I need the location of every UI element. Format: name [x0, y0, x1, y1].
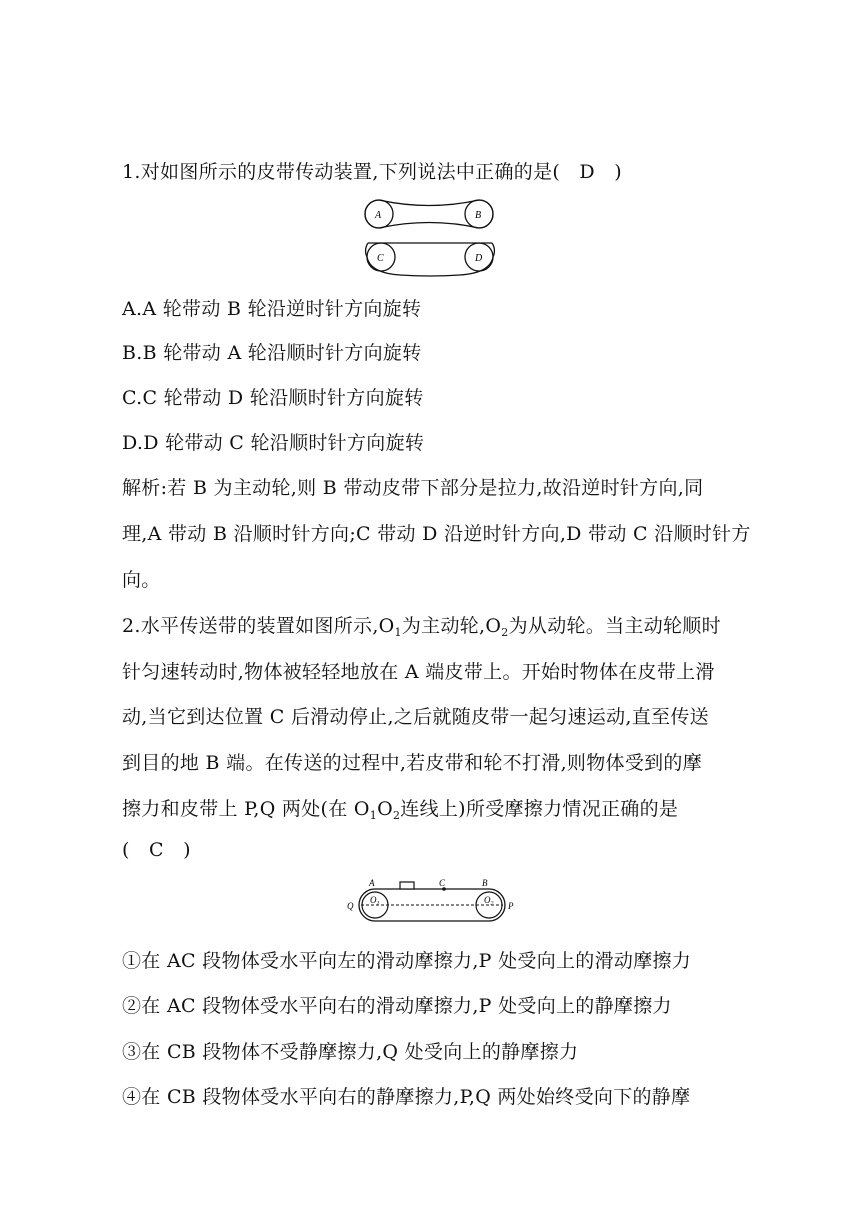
- q1-analysis-line1: 解析:若 B 为主动轮,则 B 带动皮带下部分是拉力,故沿逆时针方向,同: [122, 477, 704, 499]
- q1-option-b: B.B 轮带动 A 轮沿顺时针方向旋转: [122, 342, 422, 364]
- label-q: Q: [347, 901, 354, 911]
- label-b: B: [475, 210, 482, 221]
- belt-diagram-1: [360, 195, 500, 280]
- q2-line2: 针匀速转动时,物体被轻轻地放在 A 端皮带上。开始时物体在皮带上滑: [122, 661, 715, 683]
- label-d: D: [475, 253, 483, 264]
- q1-stem: 1.对如图所示的皮带传动装置,下列说法中正确的是( D ): [122, 161, 622, 183]
- q2-line3: 动,当它到达位置 C 后滑动停止,之后就随皮带一起匀速运动,直至传送: [122, 706, 709, 728]
- q2-line5: 擦力和皮带上 P,Q 两处(在 $O_1O_2$连线上)所受摩擦力情况正确的是: [122, 798, 679, 822]
- label-a: A: [375, 210, 382, 221]
- label-c: C: [377, 253, 384, 264]
- q2-statement-1: ①在 AC 段物体受水平向左的滑动摩擦力,P 处受向上的滑动摩擦力: [122, 950, 692, 972]
- q1-option-c: C.C 轮带动 D 轮沿顺时针方向旋转: [122, 387, 424, 409]
- label-o1: $O_1$: [370, 895, 380, 907]
- label-c: C: [439, 878, 446, 888]
- label-a: A: [369, 878, 375, 888]
- q2-statement-3: ③在 CB 段物体不受静摩擦力,Q 处受向上的静摩擦力: [122, 1041, 579, 1063]
- q1-analysis-line3: 向。: [122, 569, 161, 591]
- q2-statement-4: ④在 CB 段物体受水平向右的静摩擦力,P,Q 两处始终受向下的静摩: [122, 1086, 691, 1108]
- label-p: P: [508, 901, 514, 911]
- label-b: B: [482, 878, 488, 888]
- block: [400, 882, 414, 889]
- q1-option-a: A.A 轮带动 B 轮沿逆时针方向旋转: [122, 298, 422, 320]
- q2-answer: ( C ): [122, 839, 191, 861]
- q2-statement-2: ②在 AC 段物体受水平向右的滑动摩擦力,P 处受向上的静摩擦力: [122, 995, 672, 1017]
- label-o2: $O_2$: [484, 895, 494, 907]
- q1-analysis-line2: 理,A 带动 B 沿顺时针方向;C 带动 D 沿逆时针方向,D 带动 C 沿顺时针方: [122, 523, 751, 545]
- q1-option-d: D.D 轮带动 C 轮沿顺时针方向旋转: [122, 432, 425, 454]
- q2-line4: 到目的地 B 端。在传送的过程中,若皮带和轮不打滑,则物体受到的摩: [122, 752, 703, 774]
- q2-line1: 2.水平传送带的装置如图所示$,O_1$为主动轮$,O_2$为从动轮。当主动轮顺时: [122, 615, 721, 639]
- conveyor-diagram: [343, 876, 523, 932]
